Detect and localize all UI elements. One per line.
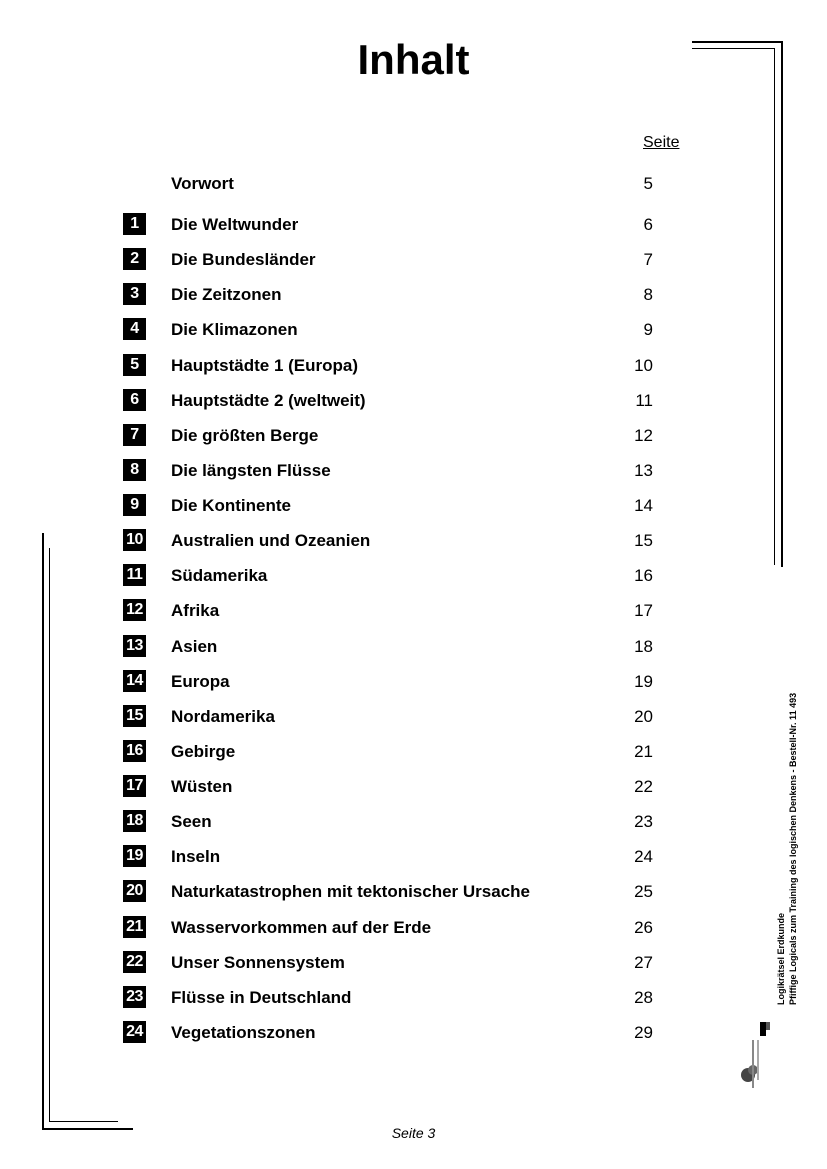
toc-label: Asien xyxy=(171,636,218,656)
toc-label: Hauptstädte 1 (Europa) xyxy=(171,355,359,375)
toc-page: 23 xyxy=(634,812,653,832)
toc-number-badge: 8 xyxy=(123,459,146,481)
toc-page: 7 xyxy=(643,250,653,270)
toc-row xyxy=(0,775,827,799)
toc-row xyxy=(0,424,827,448)
frame-bottom-left-inner-h xyxy=(49,1121,118,1122)
toc-page: 5 xyxy=(643,174,653,193)
toc-row xyxy=(0,529,827,553)
toc-number-badge: 20 xyxy=(123,880,146,902)
toc-row xyxy=(0,564,827,588)
toc-row xyxy=(0,740,827,764)
toc-label: Die größten Berge xyxy=(171,425,319,445)
toc-label: Australien und Ozeanien xyxy=(171,531,371,551)
toc-page: 29 xyxy=(634,1022,653,1042)
toc-page: 15 xyxy=(634,531,653,551)
toc-label: Die Zeitzonen xyxy=(171,285,282,305)
toc-label: Vorwort xyxy=(171,174,234,193)
toc-label: Die Klimazonen xyxy=(171,320,298,340)
toc-label: Südamerika xyxy=(171,566,268,586)
toc-row xyxy=(0,670,827,694)
toc-page: 9 xyxy=(643,320,653,340)
toc-number-badge: 24 xyxy=(123,1021,146,1043)
toc-page: 20 xyxy=(634,706,653,726)
toc-page: 12 xyxy=(634,425,653,445)
toc-label: Hauptstädte 2 (weltweit) xyxy=(171,390,366,410)
toc-page: 21 xyxy=(634,741,653,761)
toc-label: Nordamerika xyxy=(171,706,275,726)
page-footer: Seite 3 xyxy=(391,1125,436,1141)
toc-label: Flüsse in Deutschland xyxy=(171,987,352,1007)
publisher-logo-icon xyxy=(738,1020,772,1090)
toc-page: 6 xyxy=(643,215,653,234)
toc-page: 10 xyxy=(634,355,653,375)
toc-number-badge: 18 xyxy=(123,810,146,832)
toc-row xyxy=(0,354,827,378)
toc-page: 17 xyxy=(634,601,653,621)
toc-row xyxy=(0,283,827,307)
toc-number-badge: 5 xyxy=(123,354,146,376)
toc-number-badge: 21 xyxy=(123,916,146,938)
toc-row xyxy=(0,599,827,623)
toc-number-badge: 11 xyxy=(123,564,146,586)
side-publication-info xyxy=(775,693,799,1005)
toc-number-badge: 19 xyxy=(123,845,146,867)
toc-page: 8 xyxy=(643,285,653,305)
toc-label: Vegetationszonen xyxy=(171,1022,316,1042)
toc-page: 22 xyxy=(634,777,653,797)
toc-label: Die Kontinente xyxy=(171,496,291,516)
toc-row xyxy=(0,213,827,237)
toc-label: Die Weltwunder xyxy=(171,215,299,234)
toc-row xyxy=(0,810,827,834)
toc-page: 28 xyxy=(634,987,653,1007)
toc-label: Gebirge xyxy=(171,741,236,761)
toc-label: Europa xyxy=(171,671,230,691)
toc-row xyxy=(0,494,827,518)
toc-number-badge: 2 xyxy=(123,248,146,270)
toc-page: 11 xyxy=(635,390,653,410)
toc-number-badge: 22 xyxy=(123,951,146,973)
page-title: Inhalt xyxy=(357,36,470,83)
toc-label: Seen xyxy=(171,812,212,832)
toc-number-badge: 23 xyxy=(123,986,146,1008)
side-subtitle: Pfiffige Logicals zum Training des logischen Denkens - Bestell-Nr. 11 493 xyxy=(788,692,798,1005)
toc-row-vorwort xyxy=(0,172,827,196)
publisher-logo xyxy=(738,1020,772,1090)
side-title: Logikrätsel Erdkunde xyxy=(776,912,786,1005)
toc-number-badge: 6 xyxy=(123,389,146,411)
toc-number-badge: 4 xyxy=(123,318,146,340)
toc-number-badge: 13 xyxy=(123,635,146,657)
toc-number-badge: 7 xyxy=(123,424,146,446)
toc-number-badge: 9 xyxy=(123,494,146,516)
toc-row xyxy=(0,248,827,272)
toc-label: Naturkatastrophen mit tektonischer Ursache xyxy=(171,882,530,902)
toc-row xyxy=(0,916,827,940)
toc-row xyxy=(0,986,827,1010)
toc-number-badge: 15 xyxy=(123,705,146,727)
toc-row xyxy=(0,635,827,659)
page-column-header: Seite xyxy=(643,134,680,151)
toc-number-badge: 12 xyxy=(123,599,146,621)
toc-row xyxy=(0,318,827,342)
toc-row xyxy=(0,389,827,413)
toc-page: 25 xyxy=(634,882,653,902)
toc-row xyxy=(0,705,827,729)
toc-page: 16 xyxy=(634,566,653,586)
toc-label: Die längsten Flüsse xyxy=(171,460,331,480)
toc-label: Afrika xyxy=(171,601,220,621)
toc-number-badge: 1 xyxy=(123,213,146,235)
toc-page: 18 xyxy=(634,636,653,656)
toc-number-badge: 3 xyxy=(123,283,146,305)
toc-row xyxy=(0,951,827,975)
toc-number-badge: 17 xyxy=(123,775,146,797)
toc-row xyxy=(0,845,827,869)
toc-label: Wasservorkommen auf der Erde xyxy=(171,917,432,937)
toc-row xyxy=(0,1021,827,1045)
toc-row xyxy=(0,459,827,483)
toc-page: 27 xyxy=(634,952,653,972)
toc-page: 14 xyxy=(634,496,653,516)
toc-page: 24 xyxy=(634,847,653,867)
toc-row xyxy=(0,880,827,904)
toc-page: 26 xyxy=(634,917,653,937)
toc-label: Wüsten xyxy=(171,777,233,797)
toc-number-badge: 14 xyxy=(123,670,146,692)
toc-label: Unser Sonnensystem xyxy=(171,952,345,972)
toc-page: 19 xyxy=(634,671,653,691)
toc-number-badge: 16 xyxy=(123,740,146,762)
toc-number-badge: 10 xyxy=(123,529,146,551)
toc-page: 13 xyxy=(634,460,653,480)
toc-label: Die Bundesländer xyxy=(171,250,316,270)
toc-label: Inseln xyxy=(171,847,221,867)
